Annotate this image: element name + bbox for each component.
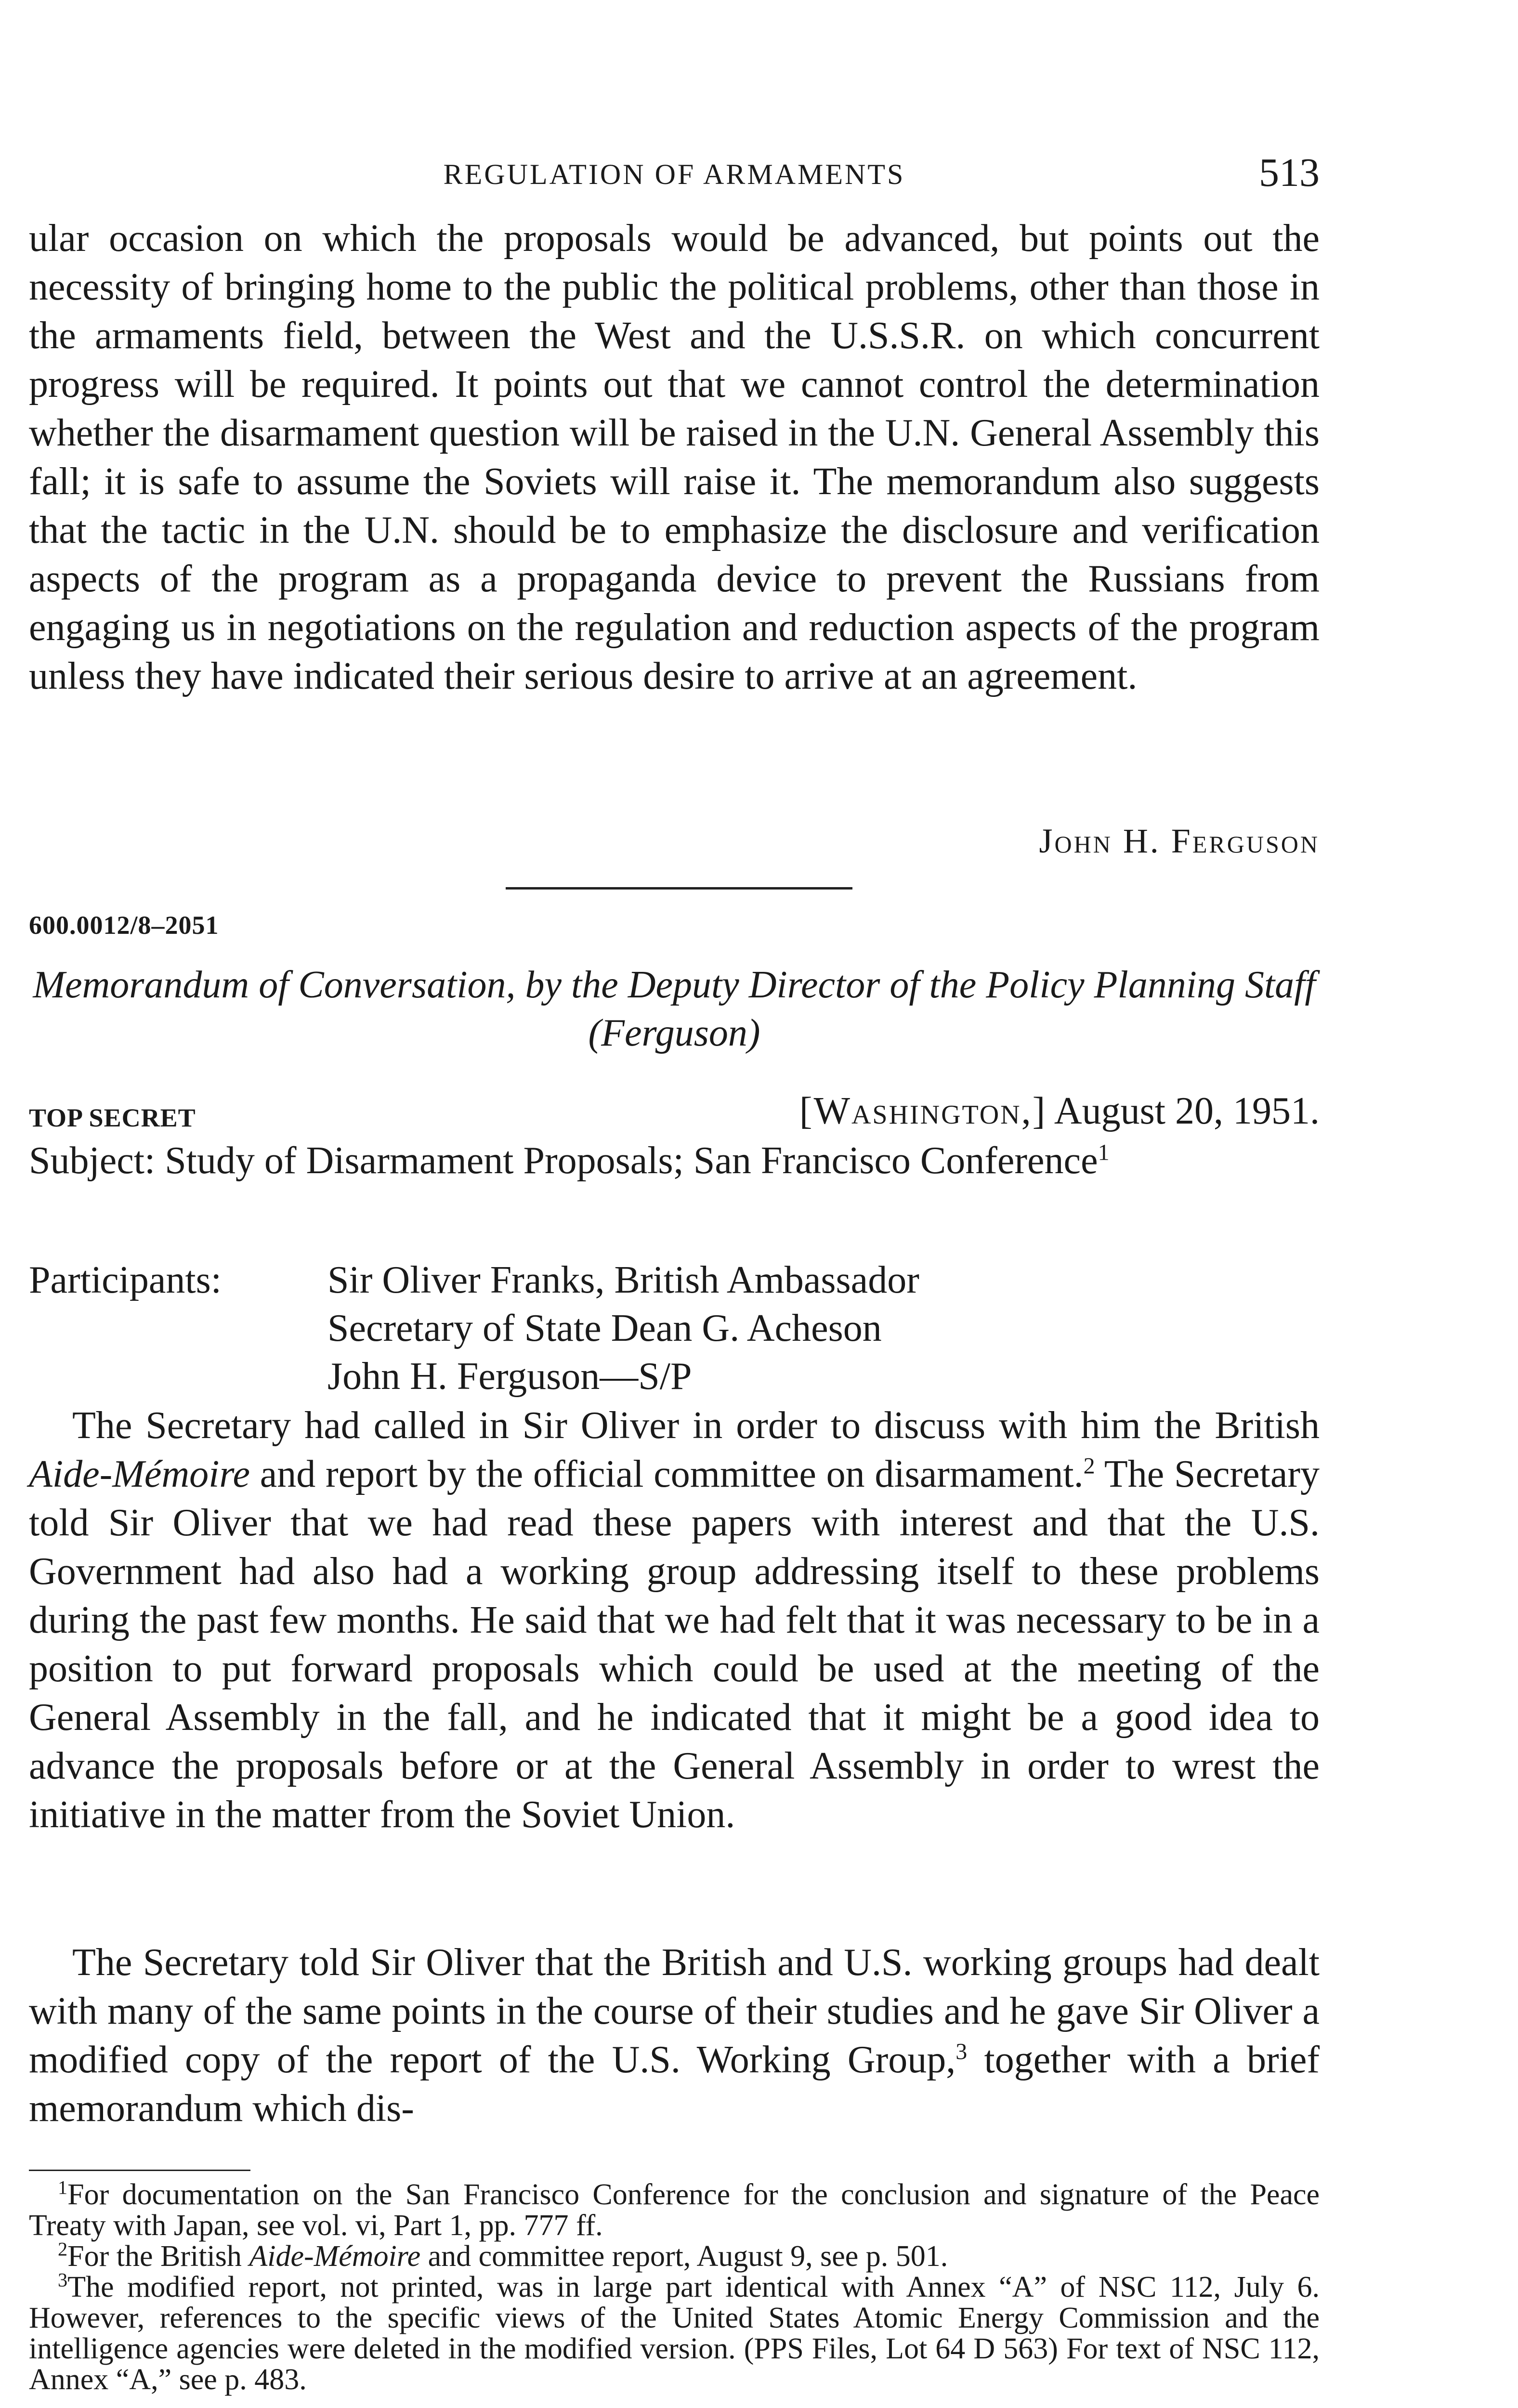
footnote-divider — [29, 2170, 250, 2171]
body-paragraph-2 — [29, 1938, 1320, 2133]
document-title: Memorandum of Conversation, by the Deputy Director of the Policy Planning Staff (Ferguson) — [33, 964, 1316, 1054]
footnote-text: and committee report, August 9, see p. 501. — [428, 2240, 948, 2273]
running-head — [29, 149, 1320, 202]
document-page — [29, 0, 1320, 2408]
footnote-text: For documentation on the San Francisco Conference for the conclusion and signature of the Peace Treaty with Japan, see vol. vi, Part 1, pp. 777 ff. — [29, 2178, 1320, 2242]
running-title: REGULATION OF ARMAMENTS — [443, 158, 905, 190]
continuation-paragraph: ular occasion on which the proposals would be advanced, but points out the necessity of bringing home to the public the political problems, other than those in the armaments field, between the West and the U.S.S.R. on which concurrent progress will be required. It points out that we cannot control the determination whether the disarmament question will be raised in the U.N. General Assembly this fall; it is safe to assume the Soviets will raise it. The memorandum also suggests that the tactic in the U.N. should be to emphasize the disclosure and verification aspects of the program as a propaganda device to prevent the Russians from engaging us in negotiations on the regulation and reduction aspects of the program unless they have indicated their serious desire to arrive at an agreement. — [29, 217, 1320, 697]
body-paragraph-1 — [29, 1401, 1320, 1839]
para1-italic-term: Aide-Mémoire — [29, 1453, 250, 1495]
section-divider — [506, 887, 852, 890]
participants-label: Participants: — [29, 1259, 222, 1301]
subject-label: Subject: — [29, 1139, 156, 1182]
file-reference: 600.0012/8–2051 — [29, 911, 219, 940]
footnote-ref-2: 2 — [1083, 1453, 1095, 1479]
footnote-marker: 3 — [58, 2269, 68, 2291]
dateline-date: August 20, 1951. — [1054, 1090, 1320, 1132]
footnote-ref-1: 1 — [1098, 1139, 1110, 1165]
subject-line — [29, 1137, 1320, 1185]
footnote-ref-3: 3 — [955, 2039, 968, 2065]
participant: Sir Oliver Franks, British Ambassador — [327, 1259, 919, 1301]
participant: Secretary of State Dean G. Acheson — [327, 1307, 882, 1349]
para1-text-a: The Secretary had called in Sir Oliver in order to discuss with him the British — [72, 1404, 1320, 1447]
dateline — [799, 1089, 1320, 1133]
footnotes — [29, 2176, 1320, 2396]
footnote-text: For the British — [67, 2240, 242, 2273]
para2-text-a: The Secretary told Sir Oliver that the British and U.S. working groups had dealt with many of the same points in the course of their studies and he gave Sir Oliver a modified copy of the report of the U.S. Working Group, — [29, 1941, 1320, 2081]
footnote-2 — [29, 2238, 1320, 2273]
signature: John H. Ferguson — [1039, 822, 1320, 860]
footnote-italic-term: Aide-Mémoire — [249, 2240, 421, 2273]
para2-text-b: together with a brief memorandum which dis- — [29, 2039, 1320, 2130]
footnote-marker: 1 — [58, 2176, 68, 2199]
footnote-text: The modified report, not printed, was in large part identical with Annex “A” of NSC 112, July 6. However, references to the specific views of the United States Atomic Energy Commission and the intelligence agencies were deleted in the modified version. (PPS Files, Lot 64 D 563) For text of NSC 112, Annex “A,” see p. 483. — [29, 2271, 1320, 2396]
participant: John H. Ferguson—S/P — [327, 1355, 692, 1398]
footnote-3 — [29, 2269, 1320, 2396]
subject-text: Study of Disarmament Proposals; San Francisco Conference — [165, 1139, 1098, 1182]
dateline-place: [Washington,] — [799, 1090, 1047, 1132]
classification: TOP SECRET — [29, 1103, 196, 1132]
participants-list — [327, 1256, 919, 1400]
footnote-1 — [29, 2176, 1320, 2242]
footnote-marker: 2 — [58, 2238, 68, 2260]
para1-text-c: The Secretary told Sir Oliver that we had read these papers with interest and that the U.S. Government had also had a working group addressing itself to these problems during the past few months. He said that we had felt that it was necessary to be in a position to put forward proposals which could be used at the meeting of the General Assembly in the fall, and he indicated that it might be a good idea to advance the proposals before or at the General Assembly in order to wrest the initiative in the matter from the Soviet Union. — [29, 1453, 1320, 1836]
para1-text-b: and report by the official committee on disarmament. — [260, 1453, 1084, 1495]
page-number: 513 — [1259, 150, 1320, 195]
